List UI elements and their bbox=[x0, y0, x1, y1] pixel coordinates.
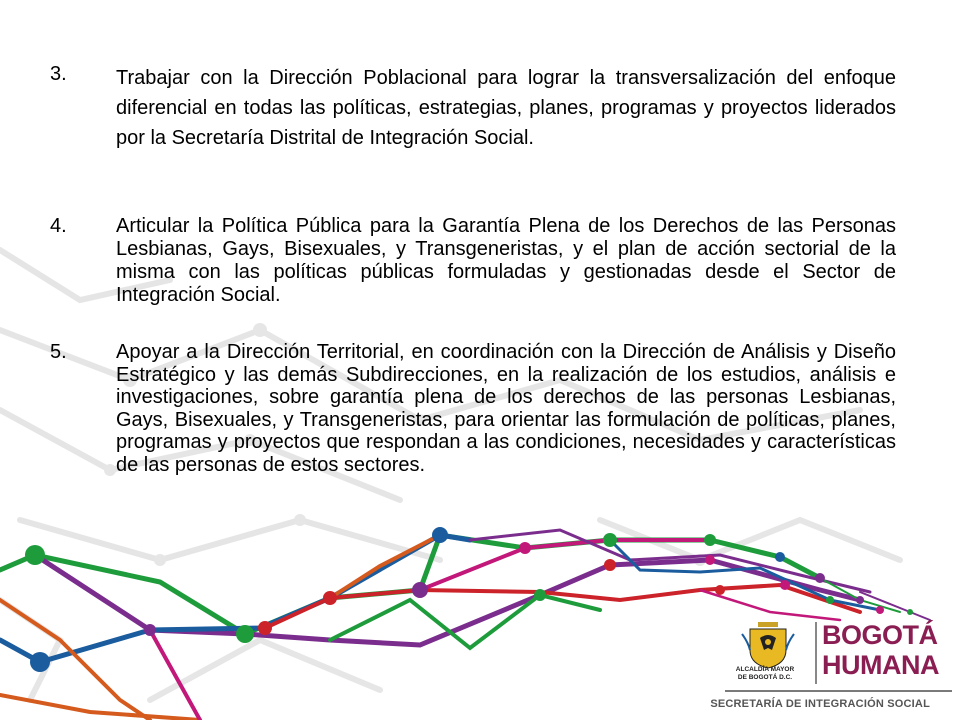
secretaria-label: SECRETARÍA DE INTEGRACIÓN SOCIAL bbox=[710, 698, 930, 710]
brand-logo-line1: BOGOTÁ bbox=[822, 620, 938, 650]
alcaldia-label-line2: DE BOGOTÁ D.C. bbox=[737, 674, 793, 681]
list-item-5 bbox=[50, 341, 896, 477]
item-number: 3. bbox=[50, 63, 67, 85]
list-item-3 bbox=[50, 63, 896, 153]
footer-divider bbox=[725, 690, 952, 692]
list-item-4 bbox=[50, 215, 896, 307]
item-text: Articular la Política Pública para la Garantía Plena de los Derechos de las Personas Lesbianas, Gays, Bisexuales, y Transgeneristas, y el plan de acción sectorial de la misma con las políticas públicas formuladas y gestionadas desde el Sector de Integración Social. bbox=[116, 215, 896, 306]
brand-logo-line2: HUMANA bbox=[822, 650, 939, 680]
item-number: 4. bbox=[50, 215, 67, 237]
alcaldia-label-line1: ALCALDÍA MAYOR bbox=[735, 666, 795, 673]
item-text: Trabajar con la Dirección Poblacional para lograr la transversalización del enfoque diferencial en todas las políticas, estrategias, planes, programas y proyectos liderados por la Secretaría Distrital de Integración Social. bbox=[116, 67, 896, 149]
item-number: 5. bbox=[50, 341, 67, 363]
logo-divider bbox=[815, 622, 817, 684]
item-text: Apoyar a la Dirección Territorial, en coordinación con la Dirección de Análisis y Diseño Estratégico y las demás Subdirecciones, en la realización de los estudios, análisis e investigaciones, sobre garantía plena de los derechos de las personas Lesbianas, Gays, Bisexuales, y Transgeneristas, para orientar las formulación de políticas, planes, programas y proyectos que respondan a las condiciones, necesidades y características de las personas de estos sectores. bbox=[116, 341, 896, 476]
